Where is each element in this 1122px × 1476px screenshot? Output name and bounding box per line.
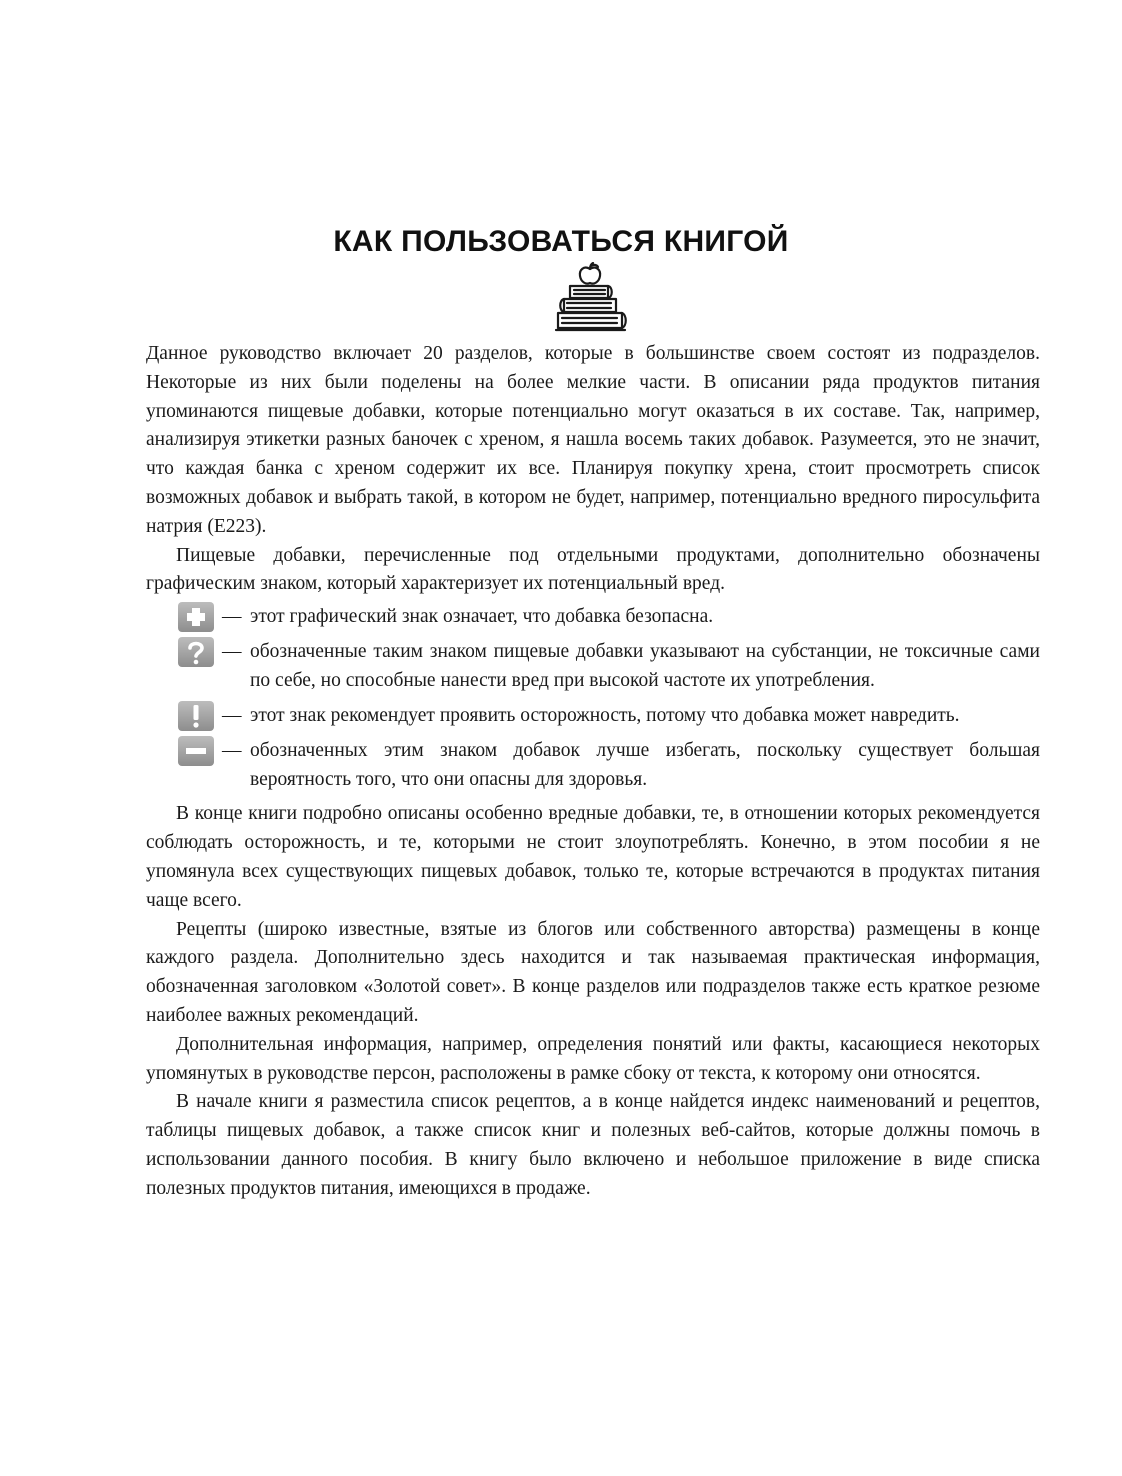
page-title: КАК ПОЛЬЗОВАТЬСЯ КНИГОЙ xyxy=(333,225,789,259)
paragraph: Пищевые добавки, перечисленные под отдельными продуктами, дополнительно обозначены графическим знаком, который характеризует их потенциальный вред. xyxy=(146,544,1040,595)
legend-item-safe xyxy=(146,603,1040,632)
minus-icon xyxy=(178,736,214,766)
body-text xyxy=(146,340,1040,1204)
legend-dash: — xyxy=(222,641,242,663)
legend-dash: — xyxy=(222,606,242,628)
legend-text: этот графический знак означает, что добавка безопасна. xyxy=(250,606,714,628)
paragraph: Рецепты (широко известные, взятые из блогов или собственного авторства) размещены в конце каждого раздела. Дополнительно здесь находится и так называемая практическая информация, обозначенная заголовком «Золотой совет». В конце разделов или подразделов также есть краткое резюме наиболее важных рекомендаций. xyxy=(146,918,1040,1026)
paragraph: Данное руководство включает 20 разделов, которые в большинстве своем состоят из подразделов. Некоторые из них были поделены на более мелкие части. В описании ряда продуктов питания упоминаются пищевые добавки, которые потенциально могут оказаться в их составе. Так, например, анализируя этикетки разных баночек с хреном, я нашла восемь таких добавок. Разумеется, это не значит, что каждая банка с хреном содержит их все. Планируя покупку хрена, стоит просмотреть список возможных добавок и выбрать такой, в котором не будет, например, потенциально вредного пиросульфита натрия (E223). xyxy=(146,343,1040,537)
legend-item-avoid xyxy=(146,737,1040,795)
exclamation-icon xyxy=(178,701,214,731)
plus-icon xyxy=(178,602,214,632)
paragraph: Дополнительная информация, например, определения понятий или факты, касающиеся некоторых упомянутых в руководстве персон, расположены в рамке сбоку от текста, к которому они относятся. xyxy=(146,1033,1040,1084)
symbol-legend xyxy=(146,603,1040,794)
legend-text: обозначенные таким знаком пищевые добавки указывают на субстанции, не токсичные сами по себе, но способные нанести вред при высокой частоте их употребления. xyxy=(250,641,1040,691)
legend-item-caution-frequency xyxy=(146,638,1040,696)
legend-dash: — xyxy=(222,739,242,761)
legend-dash: — xyxy=(222,704,242,726)
legend-text: обозначенных этим знаком добавок лучше избегать, поскольку существует большая вероятность того, что они опасны для здоровья. xyxy=(250,739,1040,790)
books-with-apple-icon xyxy=(553,262,627,332)
paragraph: В начале книги я разместила список рецептов, а в конце найдется индекс наименований и рецептов, таблицы пищевых добавок, а также список книг и полезных веб-сайтов, которые должны помочь в использовании данного пособия. В книгу было включено и небольшое приложение в виде списка полезных продуктов питания, имеющихся в продаже. xyxy=(146,1091,1040,1199)
paragraph: В конце книги подробно описаны особенно вредные добавки, те, в отношении которых рекомендуется соблюдать осторожность, и те, которыми не стоит злоупотреблять. Конечно, в этом пособии я не упомянула всех существующих пищевых добавок, только те, которые встречаются в продуктах питания чаще всего. xyxy=(146,803,1040,911)
question-icon xyxy=(178,637,214,667)
legend-item-warning xyxy=(146,702,1040,731)
legend-text: этот знак рекомендует проявить осторожность, потому что добавка может навредить. xyxy=(250,704,960,726)
